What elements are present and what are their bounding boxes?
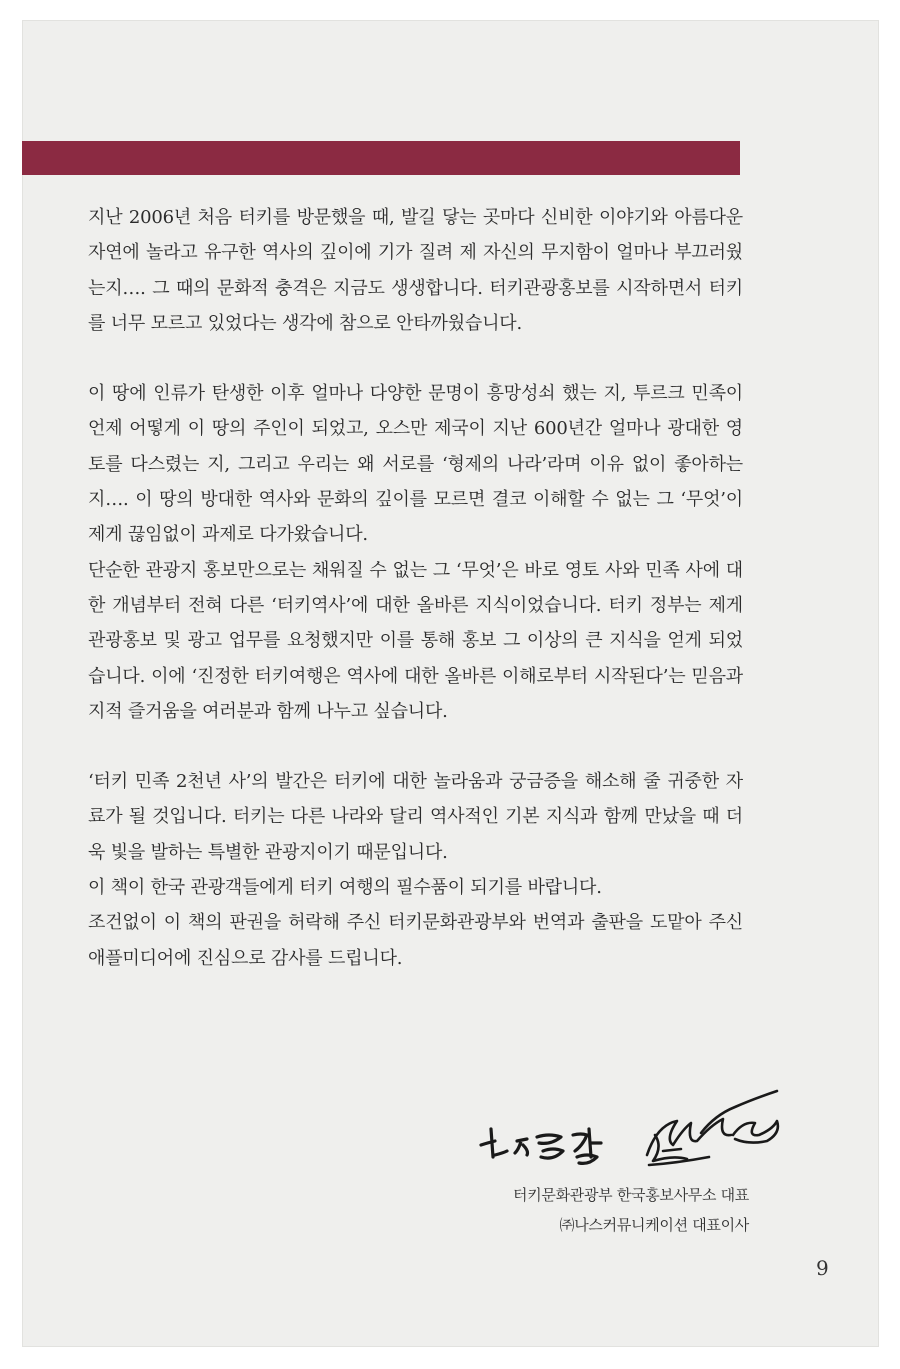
header-rule (22, 141, 740, 175)
paragraph-6: 조건없이 이 책의 판권을 허락해 주신 터키문화관광부와 번역과 출판을 도맡아 주신 애플미디어에 진심으로 감사를 드립니다. (88, 912, 743, 969)
affiliation-line-2: ㈜나스커뮤니케이션 대표이사 (559, 1216, 749, 1234)
paragraph-4: ‘터키 민족 2천년 사’의 발간은 터키에 대한 놀라움과 궁금증을 해소해 줄 귀중한 자료가 될 것입니다. 터키는 다른 나라와 달리 역사적인 기본 지식과 함께 만났을 때 더욱 빛을 발하는 특별한 관광지이기 때문입니다. (88, 771, 743, 863)
book-page (22, 20, 879, 1347)
paragraph-1: 지난 2006년 처음 터키를 방문했을 때, 발길 닿는 곳마다 신비한 이야기와 아름다운 자연에 놀라고 유구한 역사의 깊이에 기가 질려 제 자신의 무지함이 얼마나 부끄러웠는지…. 그 때의 문화적 충격은 지금도 생생합니다. 터키관광홍보를 시작하면서 터키를 너무 모르고 있었다는 생각에 참으로 안타까웠습니다. (88, 207, 743, 334)
affiliation-line-1: 터키문화관광부 한국홍보사무소 대표 (513, 1186, 749, 1204)
body-text (88, 200, 743, 976)
paragraph-gap (88, 341, 743, 376)
author-affiliation (513, 1180, 749, 1240)
paragraph-5: 이 책이 한국 관광객들에게 터키 여행의 필수품이 되기를 바랍니다. (88, 877, 602, 899)
page-number: 9 (816, 1256, 829, 1280)
paragraph-gap (88, 729, 743, 764)
paragraph-2: 이 땅에 인류가 탄생한 이후 얼마나 다양한 문명이 흥망성쇠 했는 지, 투르크 민족이 언제 어떻게 이 땅의 주인이 되었고, 오스만 제국이 지난 600년간 얼마나 광대한 영토를 다스렸는 지, 그리고 우리는 왜 서로를 ‘형제의 나라’라며 이유 없이 좋아하는 지…. 이 땅의 방대한 역사와 문화의 깊이를 모르면 결코 이해할 수 없는 그 ‘무엇’이 제게 끊임없이 과제로 다가왔습니다. (88, 383, 743, 546)
paragraph-3: 단순한 관광지 홍보만으로는 채워질 수 없는 그 ‘무엇’은 바로 영토 사와 민족 사에 대한 개념부터 전혀 다른 ‘터키역사’에 대한 올바른 지식이었습니다. 터키 정부는 제게 관광홍보 및 광고 업무를 요청했지만 이를 통해 홍보 그 이상의 큰 지식을 얻게 되었습니다. 이에 ‘진정한 터키여행은 역사에 대한 올바른 이해로부터 시작된다’는 믿음과 지적 즐거움을 여러분과 함께 나누고 싶습니다. (88, 559, 743, 722)
signature-image (477, 1085, 797, 1185)
handwritten-signature (477, 1085, 797, 1185)
